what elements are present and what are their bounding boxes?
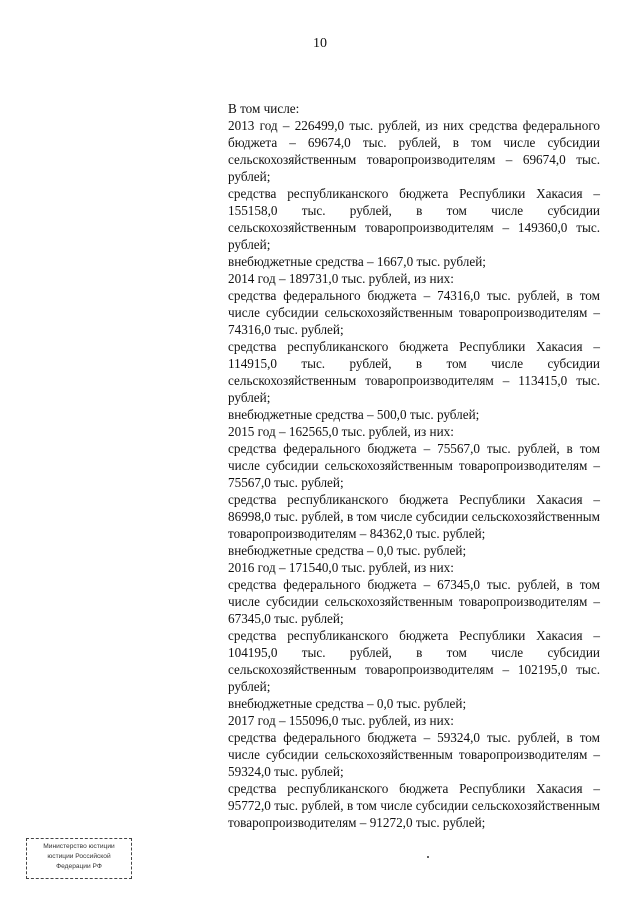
paragraph: средства республиканского бюджета Республики Хакасия – 155158,0 тыс. рублей, в том числе субсидии сельскохозяйственным товаропроизводителям – 149360,0 тыс. рублей;	[228, 186, 600, 252]
page-number: 10	[313, 36, 327, 51]
paragraph: средства федерального бюджета – 75567,0 тыс. рублей, в том числе субсидии сельскохозяйственным товаропроизводителям – 75567,0 тыс. рублей;	[228, 441, 600, 490]
paragraph: В том числе:	[228, 101, 300, 116]
paragraph: средства республиканского бюджета Республики Хакасия – 114915,0 тыс. рублей, в том числе субсидии сельскохозяйственным товаропроизводителям – 113415,0 тыс. рублей;	[228, 339, 600, 405]
paragraph: средства федерального бюджета – 74316,0 тыс. рублей, в том числе субсидии сельскохозяйственным товаропроизводителям – 74316,0 тыс. рублей;	[228, 288, 600, 337]
stamp-line: Министерство юстиции	[43, 843, 115, 850]
document-body	[228, 100, 600, 831]
paragraph: 2016 год – 171540,0 тыс. рублей, из них:	[228, 560, 454, 575]
paragraph: средства республиканского бюджета Республики Хакасия – 86998,0 тыс. рублей, в том числе субсидии сельскохозяйственным товаропроизводителям – 84362,0 тыс. рублей;	[228, 492, 600, 541]
paragraph: внебюджетные средства – 1667,0 тыс. рублей;	[228, 254, 486, 269]
scan-speck	[427, 856, 429, 858]
paragraph: 2014 год – 189731,0 тыс. рублей, из них:	[228, 271, 454, 286]
paragraph: внебюджетные средства – 500,0 тыс. рублей;	[228, 407, 480, 422]
paragraph: средства республиканского бюджета Республики Хакасия – 104195,0 тыс. рублей, в том числе субсидии сельскохозяйственным товаропроизводителям – 102195,0 тыс. рублей;	[228, 628, 600, 694]
paragraph: средства республиканского бюджета Республики Хакасия – 95772,0 тыс. рублей, в том числе субсидии сельскохозяйственным товаропроизводителям – 91272,0 тыс. рублей;	[228, 781, 600, 830]
stamp-line: юстиции Российской	[47, 853, 111, 860]
paragraph: 2015 год – 162565,0 тыс. рублей, из них:	[228, 424, 454, 439]
paragraph: средства федерального бюджета – 67345,0 тыс. рублей, в том числе субсидии сельскохозяйственным товаропроизводителям – 67345,0 тыс. рублей;	[228, 577, 600, 626]
paragraph: внебюджетные средства – 0,0 тыс. рублей;	[228, 543, 467, 558]
paragraph: 2013 год – 226499,0 тыс. рублей, из них средства федерального бюджета – 69674,0 тыс. рублей, в том числе субсидии сельскохозяйственным товаропроизводителям – 69674,0 тыс. рублей;	[228, 118, 600, 184]
registration-stamp	[26, 838, 132, 879]
paragraph: внебюджетные средства – 0,0 тыс. рублей;	[228, 696, 467, 711]
paragraph: 2017 год – 155096,0 тыс. рублей, из них:	[228, 713, 454, 728]
stamp-line: Федерации РФ	[56, 863, 102, 870]
paragraph: средства федерального бюджета – 59324,0 тыс. рублей, в том числе субсидии сельскохозяйственным товаропроизводителям – 59324,0 тыс. рублей;	[228, 730, 600, 779]
